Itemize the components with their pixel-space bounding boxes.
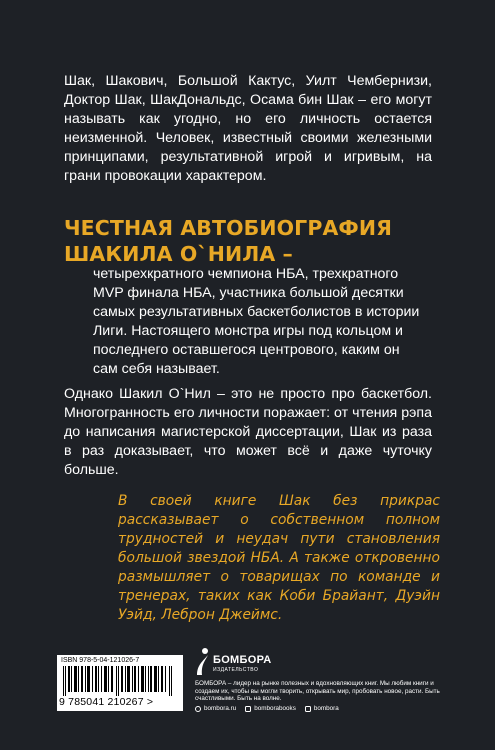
instagram-icon xyxy=(245,706,251,712)
globe-icon xyxy=(195,706,201,712)
social-links xyxy=(195,705,339,712)
book-headline xyxy=(64,215,444,267)
publisher-description: БОМБОРА – лидер на рынке полезных и вдохновляющих книг. Мы любим книги и создаем их, чтобы вы могли творить, открывать мир, пробовать новое, расти. Быть счастливыми. Быть на волне. xyxy=(195,680,440,703)
social-label: bombora xyxy=(313,705,339,712)
intro-paragraph: Шак, Шакович, Большой Кактус, Уилт Чембернизи, Доктор Шак, ШакДональдс, Осама бин Шак – его могут называть как угодно, но его личность остается неизменной. Человек, известный своими железными принципами, результативной игрой и игривым, на грани провокации характером. xyxy=(64,73,432,184)
personality-paragraph: Однако Шакил О`Нил – это не просто про баскетбол. Многогранность его личности поражает: от чтения рэпа до написания магистерской диссертации, Шак из раза в раз доказывает, что может всё и даже чуточку больше. xyxy=(64,386,432,478)
social-link-vk[interactable] xyxy=(305,705,339,712)
publisher-subtitle: ИЗДАТЕЛЬСТВО xyxy=(213,667,259,673)
vk-icon xyxy=(305,706,311,712)
social-label: bombora.ru xyxy=(204,705,237,712)
barcode-digits: 9 785041 210267 > xyxy=(59,696,154,708)
social-link-site[interactable] xyxy=(195,705,236,712)
barcode xyxy=(57,655,183,711)
publisher-logo xyxy=(195,647,272,679)
bombora-wave-icon xyxy=(195,647,211,677)
achievements-paragraph: четырехкратного чемпиона НБА, трехкратного MVP финала НБА, участника большой десятки самых результативных баскетболистов в истории Лиги. Настоящего монстра игры под кольцом и последнего оставшегося центрового, каким он сам себя называет. xyxy=(93,266,420,377)
social-link-instagram[interactable] xyxy=(245,705,296,712)
publisher-name: БОМБОРА xyxy=(213,654,272,666)
social-label: bomborabooks xyxy=(254,705,296,712)
barcode-bars xyxy=(63,666,177,696)
book-description-quote: В своей книге Шак без прикрас рассказывает о собственном полном трудностей и неудач пути становления большой звездой НБА. А также откровенно размышляет о товарищах по команде и тренерах, таких как Коби Брайант, Дуэйн Уэйд, Леброн Джеймс. xyxy=(118,493,440,623)
headline-line-1: ЧЕСТНАЯ АВТОБИОГРАФИЯ xyxy=(64,216,392,240)
headline-line-2: ШАКИЛА О`НИЛА – xyxy=(64,242,293,266)
isbn-label: ISBN 978-5-04-121026-7 xyxy=(61,657,140,664)
